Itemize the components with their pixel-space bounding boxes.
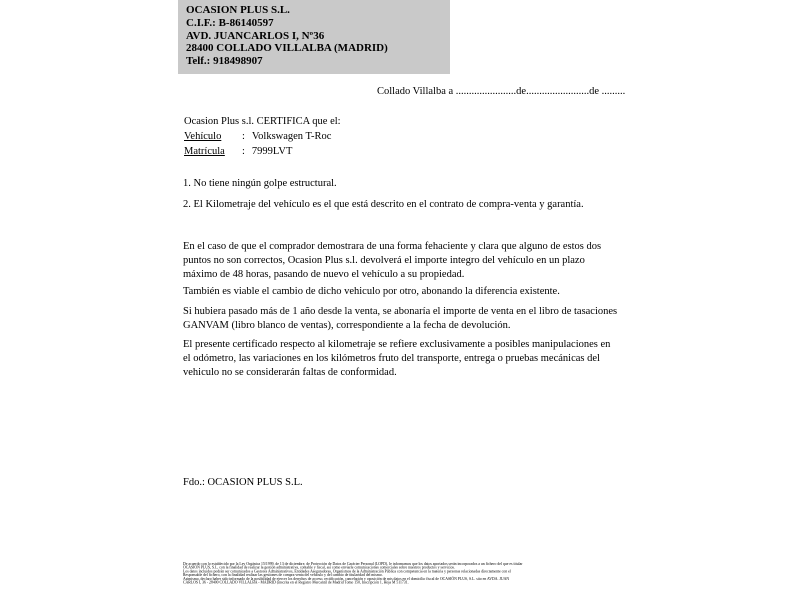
point-structural: 1. No tiene ningún golpe estructural.	[183, 178, 337, 189]
company-phone: Telf.: 918498907	[186, 55, 263, 68]
date-line: Collado Villalba a .......................de........................de .........	[377, 86, 626, 97]
legal-line-1: De acuerdo con lo establecido por la Ley Orgánica 15/1999, de 13 de diciembre, de Protección de Datos de Carácter Personal (LOPD), le informamos que los datos aportados serán incorporados a un fichero del que es titular	[183, 561, 523, 566]
legal-line-4: Responsable del fichero, con la finalidad realizar las gestiones de compra venta del vehículo y del cambio de titularidad del mismo.	[183, 572, 383, 578]
legal-line-3: Los datos incluidos podrán ser comunicados a Gestores Administrativos, Entidades Aseguradoras, Organismos de la Administración Pública con competencia en la materia y personas relacionadas directamente con el	[183, 568, 511, 574]
plate-label-wrap	[184, 146, 242, 157]
plate-line	[184, 146, 292, 157]
paragraph-exchange: También es viable el cambio de dicho vehiculo por otro, abonando la diferencia existente.	[183, 286, 560, 297]
paragraph-refund: En el caso de que el comprador demostrara de una forma fehaciente y clara que alguno de estos dos puntos no son correctos, Ocasion Plus s.l. devolverá el importe integro del vehículo en un plazo máximo de 48 horas, pasando de nuevo el vehículo a su propiedad.	[183, 241, 602, 280]
vehicle-line	[184, 131, 331, 142]
letterhead	[178, 0, 450, 74]
plate-label: Matrícula	[184, 146, 225, 157]
certify-line: Ocasion Plus s.l. CERTIFICA que el:	[184, 116, 341, 127]
vehicle-separator: :	[242, 131, 245, 142]
plate-value: 7999LVT	[251, 146, 293, 157]
legal-line-5: Asimismo, declaro haber sido informado de la posibilidad de ejercer los derechos de acceso, rectificación, cancelación y oposición de mis datos en el domicilio fiscal de OCASIÓN PLUS, S.L. sito en AVDA. JUAN	[183, 576, 510, 581]
paragraph-odometer: El presente certificado respecto al kilometraje se refiere exclusivamente a posibles manipulaciones en el odómetro, las variaciones en los kilómetros fruto del transporte, entrega o pruebas mecánicas del vehiculo no se considerarán faltas de conformidad.	[183, 339, 611, 378]
company-address: AVD. JUANCARLOS I, Nº36	[186, 29, 325, 42]
legal-line-2: OCASION PLUS, S.L. con la finalidad de realizar la gestión administrativa, contable y fiscal, así como enviarle comunicaciones comerciales sobre nuestros productos y servicios.	[183, 565, 455, 570]
legal-footer	[183, 562, 633, 584]
legal-line-6: CARLOS I, 36 - 28400 COLLADO VILLALBA - MADRID (inscrita en el Registro Mercantil de Madrid Tomo 150, Inscripción 1, Hoja M 511731.	[183, 580, 409, 585]
signature-line: Fdo.: OCASION PLUS S.L.	[183, 477, 303, 488]
plate-separator: :	[242, 146, 245, 157]
vehicle-label-wrap	[184, 131, 242, 142]
company-cif: C.I.F.: B-86140597	[186, 16, 274, 29]
point-mileage: 2. El Kilometraje del vehículo es el que está descrito en el contrato de compra-venta y garantía.	[183, 199, 584, 210]
paragraph-ganvam: Si hubiera pasado más de 1 año desde la venta, se abonaría el importe de venta en el libro de tasaciones GANVAM (libro blanco de ventas), correspondiente a la fecha de devolución.	[183, 306, 618, 331]
company-name: OCASION PLUS S.L.	[186, 4, 290, 16]
vehicle-label: Vehículo	[184, 131, 222, 142]
company-city: 28400 COLLADO VILLALBA (MADRID)	[186, 42, 388, 55]
vehicle-value: Volkswagen T-Roc	[251, 131, 332, 142]
